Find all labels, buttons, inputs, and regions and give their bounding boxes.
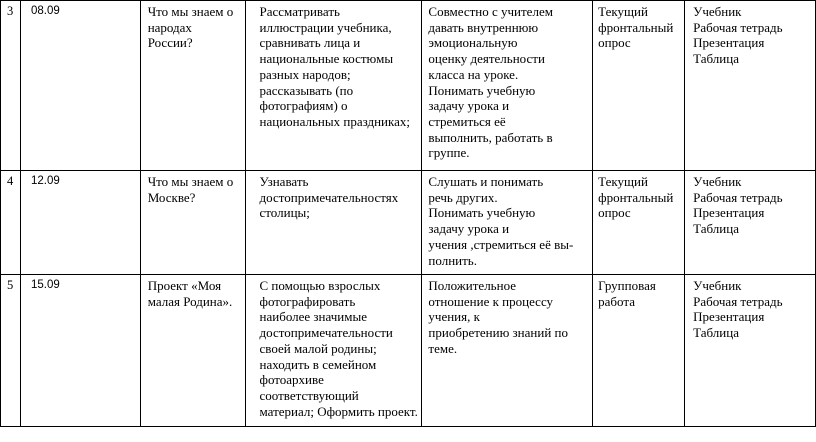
lesson-topic: Что мы знаем о народах России?	[140, 1, 245, 171]
row-number: 4	[1, 171, 21, 275]
table-row	[1, 171, 816, 275]
resources: Учебник Рабочая тетрадь Презентация Таблица	[685, 1, 816, 171]
resources: Учебник Рабочая тетрадь Презентация Таблица	[685, 275, 816, 427]
control-form: Групповая работа	[593, 275, 685, 427]
lesson-date: 12.09	[20, 171, 140, 275]
lesson-topic: Проект «Моя малая Родина».	[140, 275, 245, 427]
control-form: Текущий фронтальный опрос	[593, 171, 685, 275]
lesson-date: 15.09	[20, 275, 140, 427]
learning-outcomes: Слушать и понимать речь других. Понимать учебную задачу урока и учения ,стремиться её вы- полнить.	[422, 171, 593, 275]
table-row	[1, 275, 816, 427]
learning-outcomes: Положительное отношение к процессу учения, к приобретению знаний по теме.	[422, 275, 593, 427]
lesson-date: 08.09	[20, 1, 140, 171]
row-number: 5	[1, 275, 21, 427]
lesson-topic: Что мы знаем о Москве?	[140, 171, 245, 275]
table-row	[1, 1, 816, 171]
student-activities: Узнавать достопримечательностях столицы;	[245, 171, 422, 275]
resources: Учебник Рабочая тетрадь Презентация Таблица	[685, 171, 816, 275]
student-activities: Рассматривать иллюстрации учебника, сравнивать лица и национальные костюмы разных народов; рассказывать (по фотографиям) о национальных праздниках;	[245, 1, 422, 171]
row-number: 3	[1, 1, 21, 171]
control-form: Текущий фронтальный опрос	[593, 1, 685, 171]
learning-outcomes: Совместно с учителем давать внутреннюю эмоциональную оценку деятельности класса на уроке. Понимать учебную задачу урока и стремиться её выполнить, работать в группе.	[422, 1, 593, 171]
student-activities: С помощью взрослых фотографировать наиболее значимые достопримечательности своей малой родины; находить в семейном фотоархиве соответствующий материал; Оформить проект.	[245, 275, 422, 427]
